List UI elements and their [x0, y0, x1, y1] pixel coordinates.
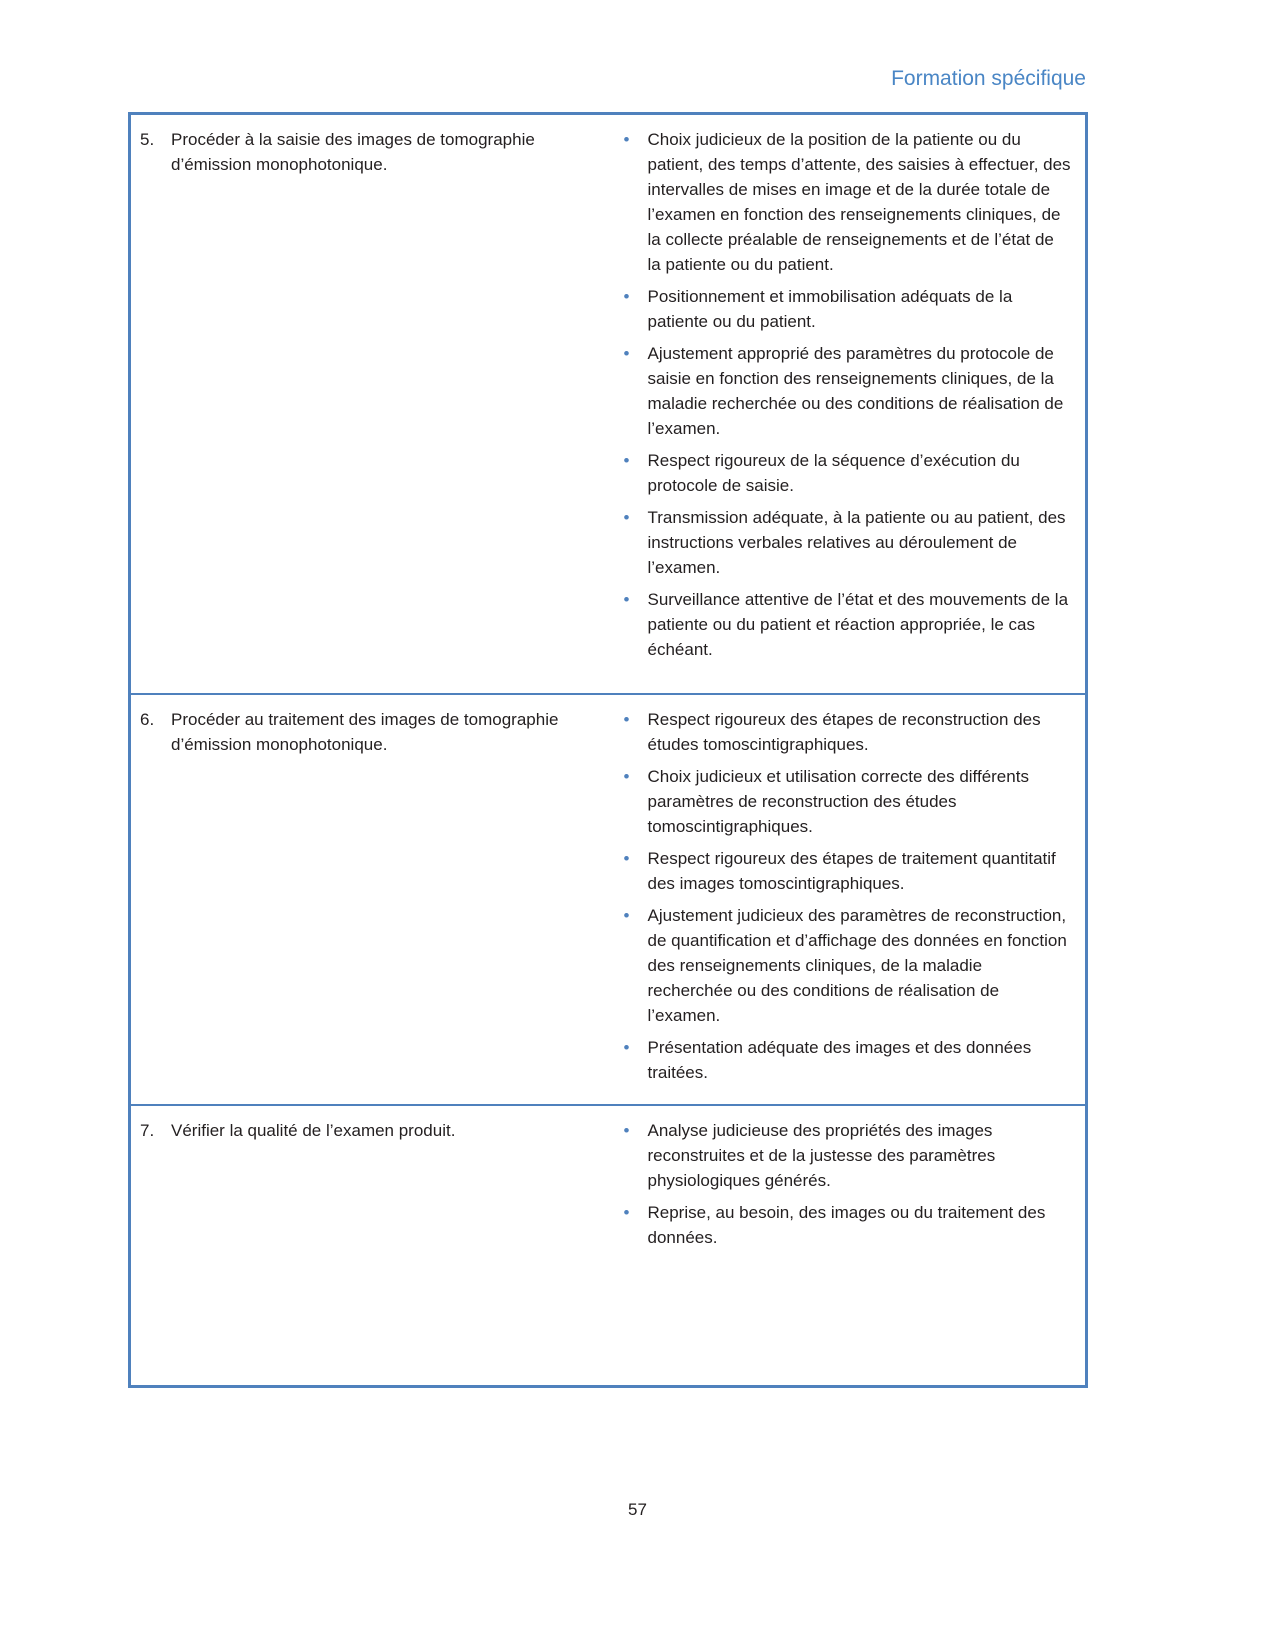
- criteria-cell: [596, 694, 1087, 1105]
- page-header: [128, 66, 1088, 92]
- criteria-list: [622, 707, 1072, 1085]
- item-number: 6.: [140, 709, 155, 729]
- criterion-item: [622, 1118, 1072, 1193]
- criterion-item: [622, 448, 1072, 498]
- criteria-cell: [596, 1105, 1087, 1387]
- objective-text: Procéder au traitement des images de tomographie d’émission monophotonique.: [171, 709, 559, 754]
- bullet-icon: •: [623, 287, 630, 306]
- criterion-text: Transmission adéquate, à la patiente ou au patient, des instructions verbales relatives au déroulement de l’examen.: [647, 508, 1066, 577]
- criterion-item: [622, 903, 1072, 1028]
- criterion-text: Choix judicieux de la position de la patiente ou du patient, des temps d’attente, des saisies à effectuer, des intervalles de mises en image et de la durée totale de l’examen en fonction des renseignements cliniques, de la collecte préalable de renseignements et de l’état de la patiente ou du patient.: [647, 130, 1071, 274]
- criterion-text: Analyse judicieuse des propriétés des images reconstruites et de la justesse des paramètres physiologiques générés.: [647, 1120, 996, 1190]
- page-content: [128, 66, 1088, 1388]
- criteria-list: [622, 127, 1072, 662]
- criterion-item: [622, 127, 1072, 277]
- criterion-text: Présentation adéquate des images et des données traitées.: [647, 1037, 1032, 1082]
- criterion-item: [622, 284, 1072, 334]
- criterion-item: [622, 587, 1072, 662]
- bullet-icon: •: [623, 766, 630, 786]
- bullet-icon: •: [623, 709, 630, 729]
- criterion-text: Ajustement judicieux des paramètres de reconstruction, de quantification et d’affichage des données en fonction des renseignements cliniques, de la maladie recherchée ou des conditions de réalisation de l’examen.: [647, 905, 1067, 1025]
- table-row: [130, 1105, 1087, 1387]
- criteria-list: [622, 1118, 1072, 1250]
- section-header-title: Formation spécifique: [891, 67, 1086, 90]
- criterion-item: [622, 764, 1072, 839]
- item-number: 7.: [140, 1120, 155, 1140]
- bullet-icon: •: [623, 1037, 630, 1057]
- bullet-icon: •: [623, 590, 630, 609]
- criterion-item: [622, 846, 1072, 896]
- page-footer: [0, 1500, 1275, 1520]
- criterion-text: Choix judicieux et utilisation correcte des différents paramètres de reconstruction des études tomoscintigraphiques.: [647, 766, 1029, 836]
- page-number: 57: [628, 1500, 647, 1519]
- objective: [140, 127, 584, 177]
- bullet-icon: •: [623, 848, 630, 868]
- bullet-icon: •: [623, 344, 630, 363]
- objective-text: Vérifier la qualité de l’examen produit.: [171, 1120, 456, 1140]
- criterion-item: [622, 1200, 1072, 1250]
- criterion-text: Respect rigoureux des étapes de reconstruction des études tomoscintigraphiques.: [647, 709, 1041, 754]
- criterion-text: Respect rigoureux de la séquence d’exécution du protocole de saisie.: [647, 451, 1020, 495]
- objective-cell: [130, 1105, 596, 1387]
- item-number: 5.: [140, 130, 155, 149]
- objective-text: Procéder à la saisie des images de tomographie d’émission monophotonique.: [171, 130, 535, 174]
- criterion-item: [622, 1035, 1072, 1085]
- criterion-text: Respect rigoureux des étapes de traitement quantitatif des images tomoscintigraphiques.: [647, 848, 1056, 893]
- objective: [140, 707, 584, 757]
- criteria-cell: [596, 114, 1087, 694]
- bullet-icon: •: [623, 451, 630, 470]
- bullet-icon: •: [623, 905, 630, 925]
- bullet-icon: •: [623, 1202, 630, 1222]
- bullet-icon: •: [623, 508, 630, 527]
- bullet-icon: •: [623, 1120, 630, 1140]
- criterion-text: Ajustement approprié des paramètres du protocole de saisie en fonction des renseignements cliniques, de la maladie recherchée ou des conditions de réalisation de l’examen.: [647, 344, 1064, 438]
- objective-cell: [130, 114, 596, 694]
- objective: [140, 1118, 584, 1143]
- bullet-icon: •: [623, 130, 630, 149]
- criterion-item: [622, 505, 1072, 580]
- criterion-item: [622, 707, 1072, 757]
- objective-cell: [130, 694, 596, 1105]
- table-row: [130, 114, 1087, 694]
- criterion-text: Reprise, au besoin, des images ou du traitement des données.: [647, 1202, 1046, 1247]
- criterion-text: Positionnement et immobilisation adéquats de la patiente ou du patient.: [647, 287, 1013, 331]
- criterion-text: Surveillance attentive de l’état et des mouvements de la patiente ou du patient et réaction appropriée, le cas échéant.: [647, 590, 1069, 659]
- competency-table: [128, 112, 1088, 1388]
- table-row: [130, 694, 1087, 1105]
- criterion-item: [622, 341, 1072, 441]
